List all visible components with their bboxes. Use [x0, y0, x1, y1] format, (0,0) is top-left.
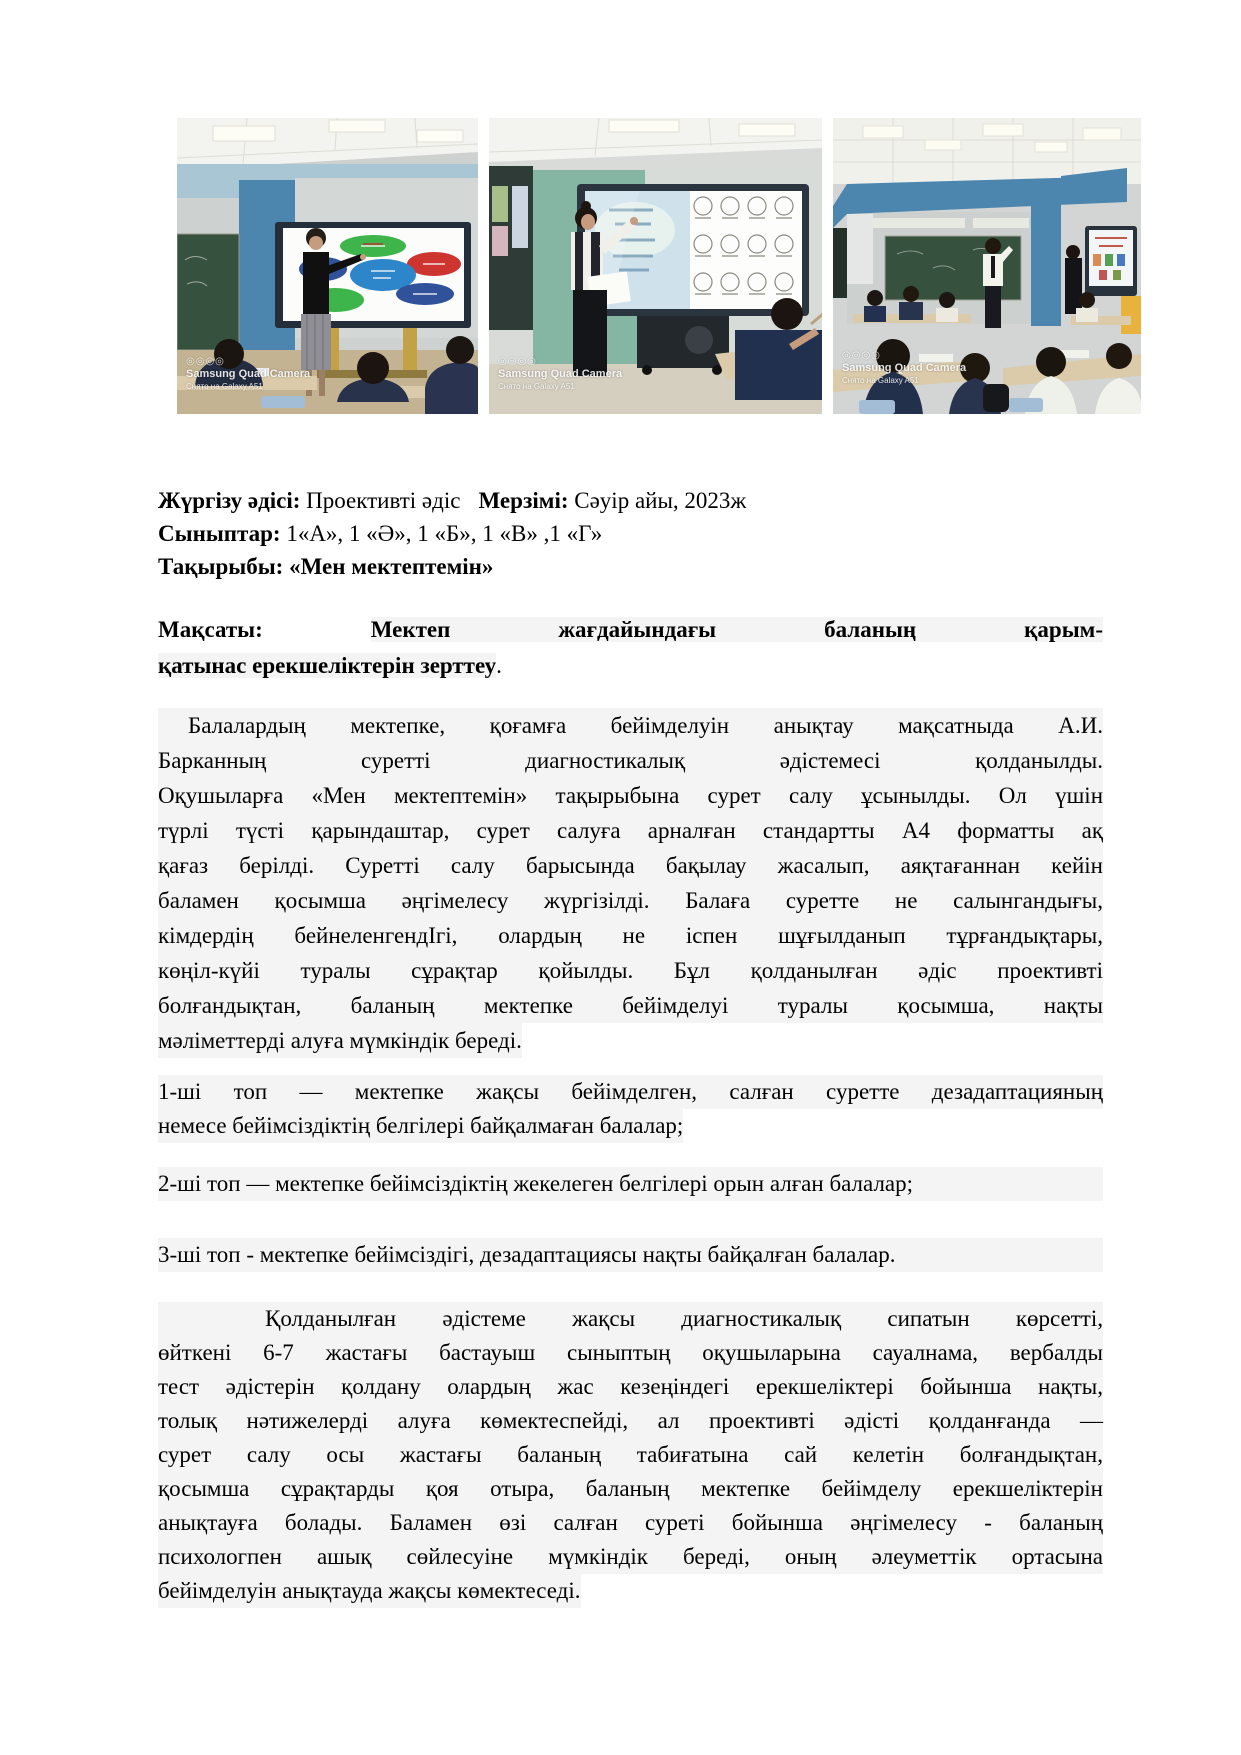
paragraph-line: сурет салу осы жастағы баланың табиғатына сай келетін болғандықтан,	[158, 1442, 1103, 1467]
topic-line: Тақырыбы: «Мен мектептемін»	[158, 554, 494, 579]
paragraph-line: қосымша сұрақтарды қоя отыра, баланың мектепке бейімделу ерекшеліктерін	[158, 1476, 1103, 1501]
photo-row	[177, 118, 1141, 414]
paragraph-line: өйткені 6-7 жастағы бастауыш сыныптың оқушыларына сауалнама, вербалды	[158, 1340, 1103, 1365]
group1-line-2: немесе бейімсіздіктің белгілері байқалмаған балалар;	[158, 1109, 683, 1143]
goal-period: .	[496, 653, 502, 678]
method-line	[158, 484, 1103, 517]
document-text	[158, 484, 1103, 1608]
camera-lenses-icon: ◎◎◎◎	[842, 349, 881, 361]
paragraph-line: көңіл-күйі туралы сұрақтар қойылды. Бұл қолданылған әдіс проективті	[158, 958, 1103, 983]
av-cart	[637, 316, 729, 368]
goal-paragraph	[158, 612, 1103, 684]
method-header-block	[158, 484, 1103, 583]
paragraph-line: психологпен ашық сөйлесуіне мүмкіндік береді, оның әлеуметтік ортасына	[158, 1544, 1103, 1569]
paragraph-line: тест әдістерін қолдану олардың жас кезеңіндегі ерекшеліктері бойынша нақты,	[158, 1374, 1103, 1399]
paragraph-line: түрлі түсті қарындаштар, сурет салуға арналған стандартты А4 форматты ақ	[158, 818, 1103, 843]
watermark-subtitle: Снято на Galaxy A51	[842, 376, 919, 385]
paragraph-line: болғандықтан, баланың мектепке бейімделуі туралы қосымша, нақты	[158, 993, 1103, 1018]
watermark-title: Samsung Quad Camera	[842, 362, 967, 375]
conclusion-paragraph	[158, 1302, 1103, 1608]
paragraph-line: Оқушыларға «Мен мектептемін» тақырыбына сурет салу ұсынылды. Ол үшін	[158, 783, 1103, 808]
group1-line-1: 1-ші топ — мектепке жақсы бейімделген, салған суретте дезадаптацияның	[158, 1075, 1103, 1109]
yellow-wall-stripe	[1121, 296, 1141, 334]
watermark-title: Samsung Quad Camera	[186, 368, 311, 381]
group3-paragraph	[158, 1238, 1103, 1272]
photo-watermark	[842, 350, 966, 386]
paragraph-line: қағаз берілді. Суретті салу барысында бақылау жасалып, аяқтағаннан кейін	[158, 853, 1103, 878]
date-label: Мерзімі:	[478, 488, 569, 513]
camera-lenses-icon: ◎◎◎◎	[498, 355, 537, 367]
watermark-subtitle: Снято на Galaxy A51	[498, 382, 575, 391]
paragraph-line: Қолданылған әдістеме жақсы диагностикалық сипатын көрсетті,	[265, 1306, 1103, 1331]
paragraph-line: Барканның суретті диагностикалық әдістемесі қолданылды.	[158, 748, 1103, 773]
camera-lenses-icon: ◎◎◎◎	[186, 355, 225, 367]
group3-line: 3-ші топ - мектепке бейімсіздігі, дезадаптациясы нақты байқалған балалар.	[158, 1238, 1103, 1272]
classroom-photo-2	[489, 118, 822, 414]
goal-line-2	[158, 648, 1103, 684]
classroom-photo-3	[833, 118, 1141, 414]
classroom-photo-1	[177, 118, 478, 414]
paragraph-line: баламен қосымша әңгімелесу жүргізілді. Балаға суретте не салынгандығы,	[158, 888, 1103, 913]
goal-text-highlighted: Мектеп жағдайындағы баланың қарым-	[370, 617, 1103, 642]
paragraph-line: анықтауға болады. Баламен өзі салған суреті бойынша әңгімелесу - баланың	[158, 1510, 1103, 1535]
method-label: Жүргізу әдісі:	[158, 488, 301, 513]
paragraph-line: Балалардың мектепке, қоғамға бейімделуін анықтау мақсатныда А.И.	[188, 713, 1103, 738]
goal-text-highlighted: қатынас ерекшеліктерін зерттеу	[158, 653, 497, 678]
paragraph-line: кімдердің бейнеленгендІгі, олардың не іспен шұғылданып тұрғандықтары,	[158, 923, 1103, 948]
paragraph-line: толық нәтижелерді алуға көмектеспейді, ал проективті әдісті қолданғанда —	[158, 1408, 1103, 1433]
highlighted-block	[158, 1302, 1103, 1574]
photo-watermark	[498, 356, 622, 392]
group1-paragraph	[158, 1075, 1103, 1143]
group2-paragraph	[158, 1167, 1103, 1201]
chalkboard	[177, 234, 239, 350]
blue-pillar	[1031, 180, 1061, 326]
highlighted-block	[158, 708, 1103, 1023]
method-value: Проективті әдіс	[306, 488, 461, 513]
methodology-paragraph	[158, 708, 1103, 1058]
classes-line	[158, 517, 1103, 550]
classes-value: 1«А», 1 «Ә», 1 «Б», 1 «В» ,1 «Г»	[286, 521, 603, 546]
group2-line: 2-ші топ — мектепке бейімсіздіктің жекелеген белгілері орын алған балалар;	[158, 1167, 1103, 1201]
date-value: Сәуір айы, 2023ж	[574, 488, 747, 513]
goal-line-1	[158, 612, 1103, 648]
paragraph-last-line: мәліметтерді алуға мүмкіндік береді.	[158, 1023, 522, 1058]
paragraph-last-line: бейімделуін анықтауда жақсы көмектеседі.	[158, 1574, 581, 1608]
watermark-subtitle: Снято на Galaxy A51	[186, 382, 263, 391]
photo-watermark	[186, 356, 310, 392]
goal-label: Мақсаты:	[158, 617, 263, 642]
watermark-title: Samsung Quad Camera	[498, 368, 623, 381]
classes-label: Сыныптар:	[158, 521, 281, 546]
